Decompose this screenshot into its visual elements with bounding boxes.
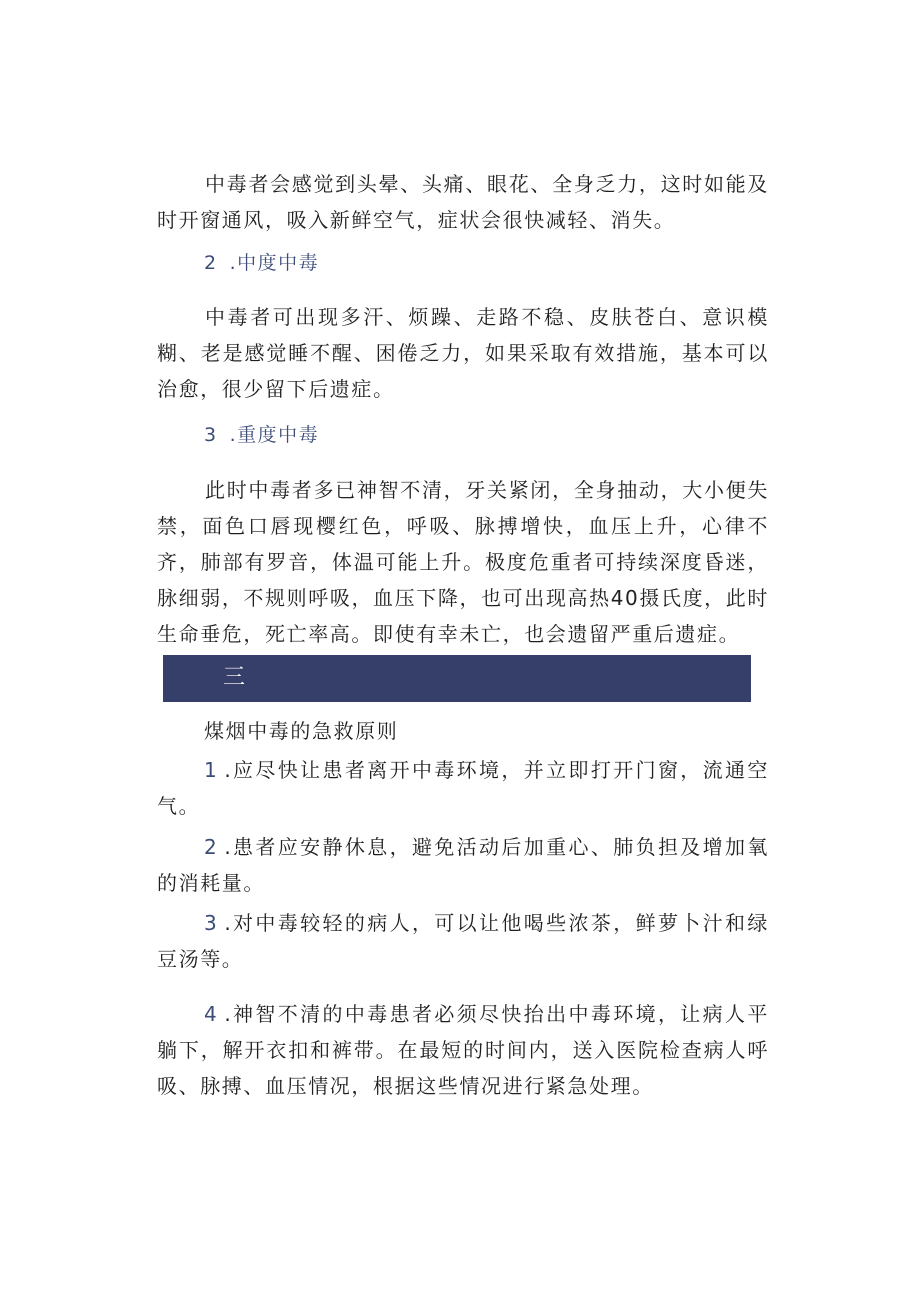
- list-item: [157, 996, 769, 1104]
- heading-severe-poisoning: [204, 421, 319, 449]
- heading-text: .重度中毒: [229, 424, 320, 446]
- paragraph-severe-symptoms: 此时中毒者多已神智不清，牙关紧闭，全身抽动，大小便失禁，面色口唇现樱红色，呼吸、脉搏增快，血压上升，心律不齐，肺部有罗音，体温可能上升。极度危重者可持续深度昏迷，脉细弱，不规则呼吸，血压下降，也可出现高热40摄氏度，此时生命垂危，死亡率高。即使有幸未亡，也会遗留严重后遗症。: [157, 478, 769, 646]
- paragraph-mild-symptoms: 中毒者会感觉到头晕、头痛、眼花、全身乏力，这时如能及时开窗通风，吸入新鲜空气，症状会很快减轻、消失。: [157, 172, 769, 232]
- list-item-number: 3: [204, 911, 219, 935]
- list-item-text: .对中毒较轻的病人，可以让他喝些浓茶，鲜萝卜汁和绿豆汤等。: [157, 911, 769, 971]
- list-item: [157, 905, 769, 977]
- list-item: [157, 752, 769, 824]
- section-banner-label: 三: [223, 665, 248, 690]
- list-item-number: 1: [204, 758, 219, 782]
- paragraph-moderate-symptoms: 中毒者可出现多汗、烦躁、走路不稳、皮肤苍白、意识模糊、老是感觉睡不醒、困倦乏力，如果采取有效措施，基本可以治愈，很少留下后遗症。: [157, 305, 769, 401]
- list-item-text: .应尽快让患者离开中毒环境，并立即打开门窗，流通空气。: [157, 758, 769, 818]
- section-banner: [163, 655, 751, 702]
- list-item: [157, 829, 769, 901]
- list-item-text: .神智不清的中毒患者必须尽快抬出中毒环境，让病人平躺下，解开衣扣和裤带。在最短的时间内，送入医院检查病人呼吸、脉搏、血压情况，根据这些情况进行紧急处理。: [157, 1002, 769, 1098]
- heading-number: 3: [204, 424, 218, 446]
- section-subtitle: 煤烟中毒的急救原则: [204, 719, 399, 743]
- list-item-number: 4: [204, 1002, 219, 1026]
- heading-moderate-poisoning: [204, 249, 319, 277]
- heading-number: 2: [204, 252, 218, 274]
- list-item-text: .患者应安静休息，避免活动后加重心、肺负担及增加氧的消耗量。: [157, 835, 769, 895]
- list-item-number: 2: [204, 835, 219, 859]
- heading-text: .中度中毒: [229, 252, 320, 274]
